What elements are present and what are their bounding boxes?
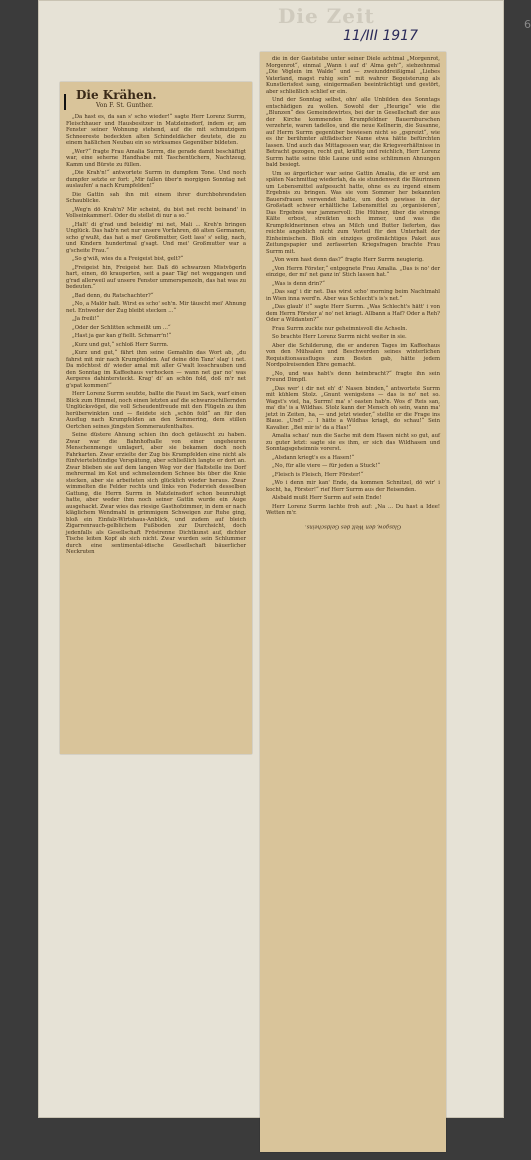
article-paragraph: Herr Lorenz Surrm seufzte, ballte die Faust im Sack, warf einen Blick zum Himmel, noch einen letzten auf die schwarzschillernden Unglücksvögel, die voll Scheudentfreude mit den Flügeln zu ihm herüberwinkten und — fleidete sich „schön fold“ an für den Ausflug nach Krumpfelden an den Semmering, dem stillen Oertchen seines jüngsten Sommeraufenthaltes. [66,391,246,430]
article-paragraph: Seine düstere Ahnung schien ihn doch getäuscht zu haben. Zwar war die Bahnhofhalle von einer ungeheuren Menschenmenge umlagert, aber sie bekamen doch noch Fahrkarten. Zwar erzielte der Zug bis Krumpfelden eine nicht als fünfviertelstündige Verspätung, aber schließlich langte er dort an. Zwar blieben sie auf dem langen Weg vor der Haltstelle ins Dorf mehrermal im Kot und schmelzendem Schnee bis über die Knie stecken, aber sie arbeiteten sich glücklich wieder heraus. Zwar wimmelten die Felder rechts und links von Federvieh desselben Gattung, die Herrn Surrm in Matzleinsdorf schon beunruhigt hatte, aber weder ihm noch seiner Gattin wurde ein Auge ausgehackt. Zwar wies das riesige Gasthofzimmer, in dem er nach kläglichem Wendmahl in grimmigem Schweigen zur Ruhe ging, bloß ein Einfalz-Wirtshaus-Anblick, und zudem auf bleich Zigarrenrauch-gelblichem Fußboden zur Durchsicht, doch jedenfalls als Gesellschaft Fröstrenne Dichtkunst auf, dichter Tische leiten Kopf ab sich nicht. Zwar wurden sein Schlummer durch eine sentimental-idische Gesellschaft bäuerlicher Neckruten [66,432,246,555]
article-paragraph: „Kurz und gut,“ fährt ihm seine Gemahlin das Wort ab, „du fahrst mit mir nach Krumpfelden. Auf deine dön Tanz' slag' i net. Da möchtest di' wieder amal mit aller G'walt losschrauben und den Sonntag im Kaffeehaus verhocken — wann net gar no' was Aergeres dahintersteckt. Krag' di' an schön fold, doß m'r net g'spat kommen!“ [66,350,246,389]
article-paragraph: „Oder der Schlitten schmeißt um ...“ [72,324,171,331]
article-paragraph: „Hast ja gar kan g'fiellt. Schmarr'n!“ [72,333,172,339]
newspaper-clipping-right [260,52,446,1152]
upside-down-footer: Glasgow, den Welt des Geldscheins. [304,523,402,529]
article-paragraph: „Wo i denn mir kan' Ende, da kommen Schnitzel, dö wir' i kocht, ha, Förster!“ rief Herr Surrm aus der Reisenden. [266,480,440,493]
article-paragraph: Die Gattin sah ihn mit einem ihrer durchbohrendsten Schaublicke. [66,191,246,204]
article-byline: Von F. St. Gunther. [96,102,154,109]
article-paragraph: „Bad denn, du Ratschachter?“ [72,292,154,299]
article-paragraph: „Von wem hast denn das?“ fragte Herr Surrm neugierig. [272,257,424,263]
article-paragraph: „Die Krah'n!“ antwortete Surrm in dumpfem Tone. Und noch dumpfer setzte er fort: „Mir fallen über'n morgigen Sonntag net auslaufen' a nach Krumpfelden!“ [66,170,246,189]
article-paragraph: Herr Lorenz Surrm lachte froh auf: „Na ... Du hast a Idee! Wetten m'r. [266,503,440,516]
article-paragraph: „Wer?“ fragte Frau Amalia Surrm, die gerade damit beschäftigt war, eine seherne Handhabe mit Taschentüchern, Nachtzeug, Kamm und Bürste zu füllen. [66,148,246,168]
article-paragraph: Um so ärgerlicher war seine Gattin Amalia, die er erst am späten Nachmittag wiederlah, da sie stundenweit die Bäurinnen um Lebensmittel aufgesucht hatte, ohne es zu irgend einem Ergebnis zu bringen. Was sie vom Sommer her bekannten Bauersfrauen verwendet hatte, um doch gewisse in der Großstadt schwer erhältliche Lebensmittel zu ‚organisieren‘, Das Ergebnis war jammervoll: Die Hühner, über die strenge Kälte erbost, streikten noch immer, und was die Krumpfeldnerinnen etwa an Milch und Butter lieferten, das reichte angeblich nicht zum Vorteil für den Unterhalt der Einheimischen. Bloß ein einziges großmächtiges Paket aus Zeitungspapier und zerfaserten Kriegsfragen brachte Frau Surrm mit. [266,170,440,255]
article-paragraph: „Kurz und gut,“ schloß Herr Surrm. [72,341,169,348]
title-rule [64,94,66,110]
article-paragraph: Und der Sonntag selbst, ohn' alle Unbilden des Sonntags entschädigen zu wollen. Sowohl der „Heurige“ wie die „Blunzen“ des Gemeindewirtes, bei der in Gesellschaft der aus der Kirche kommenden Krumpfeldner Bauernburschen verzehrte, waren tadellos, und die neue Kellnerin, die Susanne, auf Herrn Surrm gegenüber bewiesen nicht so „gspreizt“, wie es ihr berühmter altfädischer Name etwa hätte befürchten lassen. Und auch das Mittagessen war, die Kriegsverhältnisse in Betracht gezogen, recht gut, kräftig und reichlich, Herr Lorenz Surrm hatte seine üble Laune und seine schlimmen Ahnungen bald besiegt. [266,97,440,168]
article-paragraph: „Halt' di g'rad und beleidig' mi net, Mali ... Kreh'n bringen Unglück. Das hab'n net nur unsere Vorfahren, dö alten Germanen, scho g'wußt, das hat a mei' Großmutter, Gott lass' s' selig, nach, und Kindern hundertmal g'sagt. Und mei' Großmutter war a g'scheite Frau.“ [66,221,246,254]
article-paragraph: „So g'wiß, wies du a Freigeist bist, gelt?“ [72,256,184,262]
article-paragraph: „Das sag' i dir net. Das wirst scho' morning beim Nachtmahl in Wien inna werd'n. Aber was Schlecht's is's net.“ [266,289,440,302]
article-paragraph: „No, und was habt's denn heimbracht?“ fragte ihn sein Freund Dimpfl. [266,370,440,383]
article-paragraph: „Fleisch is Fleisch, Herr Förster!“ [272,471,364,478]
article-paragraph: „Was is denn drin?“ [272,280,325,287]
right-column-text [266,56,440,517]
article-paragraph: Amalia schau' nun die Sache mit dem Hasen nicht so gut, auf zu guter letzt: sagte sie es ihm, er sich das Wildhasen und Sonntagsgeheimnis vorerst. [266,433,440,452]
article-paragraph: „Weg'n dö Krah'n? Mir scheint, du bist net recht beinand' in Vollseinkammer!. Oder du stellst di nur a so.“ [66,206,246,219]
article-paragraph: „Da hast es, da san s' scho wieder!“ sagte Herr Lorenz Surrm, Fleischhauer und Hausbesitzer in Matzleinsdorf, indem er, am Fenster seiner Wohnung stehend, auf die mit schmutzigem Schneereste bedeckten alten Schindeldächer deutete, die zu einem haßlichen Neubau ein so wirksames Gegenüber bildeten. [66,114,246,146]
article-paragraph: „Alsdann kriegt's es a Hasen!“ [272,454,355,461]
article-title: Die Krähen. [76,88,157,102]
page-number: 6 [524,18,531,31]
article-paragraph: „Freigeist hin, Freigeist her. Daß dö schwarzen Mistvögerln hart, einen, dö krauperten, seit a paar Täg' net weggangen und g'rad allerweil auf unsere Fenster ummerspenzeln, das hat was zu bedeuten.“ [66,264,246,290]
article-paragraph: „Das glaub' i!“ sagte Herr Surrm. „Was Schlecht's hätt' i von dem Herrn Förster a' no' net kriagt. Allbann a Haf? Oder a Reh? Oder a Wildanten?“ [266,304,440,323]
article-paragraph: Frau Surrm zuckte nur geheimnisvoll die Achseln. [272,325,408,332]
article-paragraph: So brachte Herr Lorenz Surrm nicht weiter in sie. [272,334,407,340]
article-paragraph: „No, für alle viere — für jeden a Stuck!“ [272,463,381,469]
newspaper-clipping-left [60,82,252,754]
article-paragraph: Alsbald mußt Herr Surrm auf sein Ende! [272,495,382,501]
article-paragraph: „Von Herrn Förster,“ entgegnete Frau Amalia. „Das is no' der einzige, der mi' net ganz in' Stich lassen hat.“ [266,265,440,278]
article-paragraph: „Das wer' i dir net eh' d' Nasen binden,“ antwortete Surrm mit kühlem Stolz. „Gnunt wenigstens — das is no' net so. Wagst's viel, ha, Surrm! ma' s' oasten hab'n. Wos d' Reis san, ma' dis' is a Wildhas. Stolz kann der Mensch oh sein, wann ma' jetzt in Zeiten, ha, — und jetzt wieder,“ stellte er die Frage ins Blaue. „Und? ... I hätte a Wildhas kriagt, do schau!“ Sein Kavalier. „Bei mir is' da a Has!“ [266,385,440,431]
article-paragraph: Aber die Schilderung, die er anderen Tages im Kaffeehaus von den Mühsalen und Beschwerden seines winterlichen Requisitionsausfluges zum Besten gab, hätte jedem Nordpolreisenden Ehre gemacht. [266,342,440,368]
article-paragraph: die in der Gaststube unter seiner Diele achtmal „Morgenrot, Morgenrot“, einmal „Wann i auf d' Alma geh'“, siebzehnmal „Die Vöglein im Walde“ und — zweiunddreißigmal „Liebes Vaterland, magst ruhig sein“ mit wahrer Begeisterung als Kunstlerisfest sang, einigermaßen beeinträchtigt und gestört, aber schließlich schlief er ein. [266,56,440,95]
handwritten-date: 11/III 1917 [343,28,418,44]
article-paragraph: „No, a Malör halt. Wirst es scho' seh'n. Mir täuscht mei' Ahnung net. Entweder der Zug bleibt stecken ...“ [66,301,246,314]
left-column-text [66,114,246,556]
article-paragraph: „Ja freili!“ [72,316,100,322]
archive-stamp: Die Zeit [278,4,375,28]
